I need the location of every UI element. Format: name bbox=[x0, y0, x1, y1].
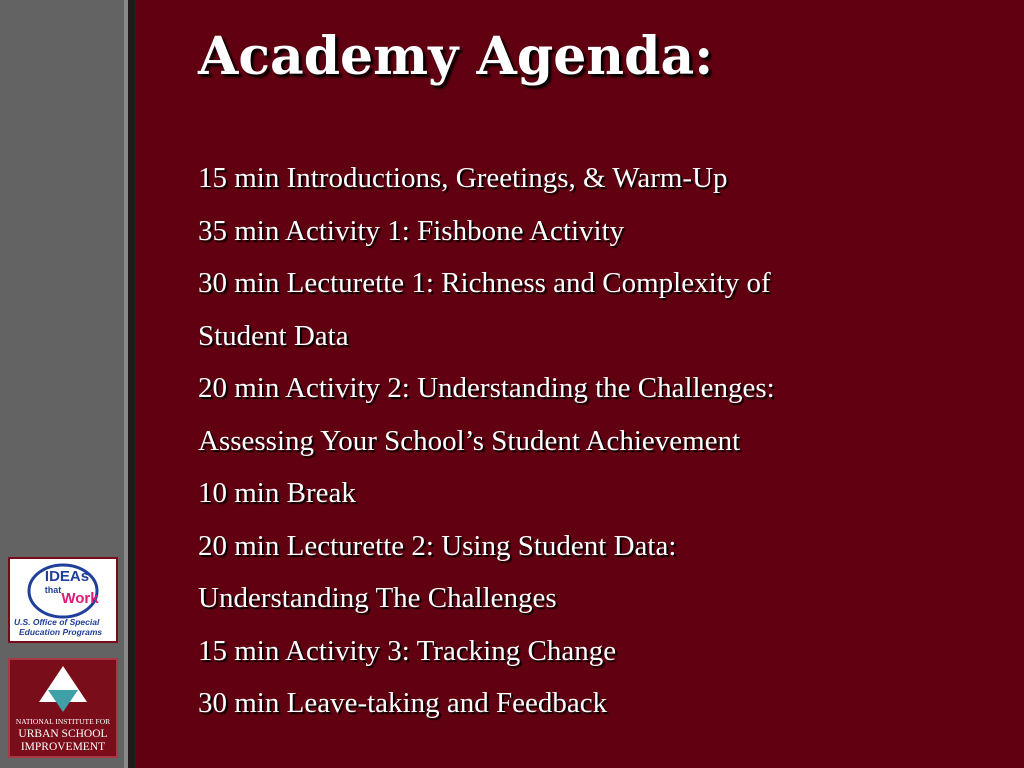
slide-title: Academy Agenda: bbox=[198, 26, 714, 87]
nisui-logo-line2: URBAN SCHOOL bbox=[18, 728, 108, 740]
agenda-line: 20 min Activity 2: Understanding the Challenges: bbox=[198, 372, 775, 404]
ideas-that-work-logo bbox=[8, 557, 118, 643]
agenda-line: Student Data bbox=[198, 319, 349, 352]
agenda-line: 30 min Leave-taking and Feedback bbox=[198, 687, 608, 719]
ideas-logo-line5: Education Programs bbox=[19, 627, 103, 637]
agenda-line: Assessing Your School’s Student Achievement bbox=[198, 424, 741, 457]
agenda-list bbox=[198, 152, 775, 730]
agenda-line: 30 min Lecturette 1: Richness and Complexity of bbox=[198, 267, 771, 299]
ideas-logo-line3: Work bbox=[61, 590, 99, 607]
ideas-logo-line4: U.S. Office of Special bbox=[14, 617, 100, 627]
agenda-line: 20 min Lecturette 2: Using Student Data: bbox=[198, 529, 677, 562]
agenda-line: 10 min Break bbox=[198, 477, 356, 509]
nisui-logo bbox=[8, 658, 118, 758]
left-sidebar bbox=[0, 0, 124, 768]
ideas-logo-line1: IDEAs bbox=[44, 568, 90, 585]
nisui-logo-line3: IMPROVEMENT bbox=[20, 741, 106, 753]
nisui-logo-line1: NATIONAL INSTITUTE FOR bbox=[15, 717, 111, 726]
agenda-line: Understanding The Challenges bbox=[198, 582, 557, 614]
sidebar-edge-shadow bbox=[128, 0, 135, 768]
ideas-logo-line2: that bbox=[44, 585, 62, 595]
agenda-line: 15 min Activity 3: Tracking Change bbox=[198, 634, 617, 667]
agenda-line: 15 min Introductions, Greetings, & Warm-Up bbox=[198, 162, 728, 194]
agenda-line: 35 min Activity 1: Fishbone Activity bbox=[198, 214, 625, 247]
